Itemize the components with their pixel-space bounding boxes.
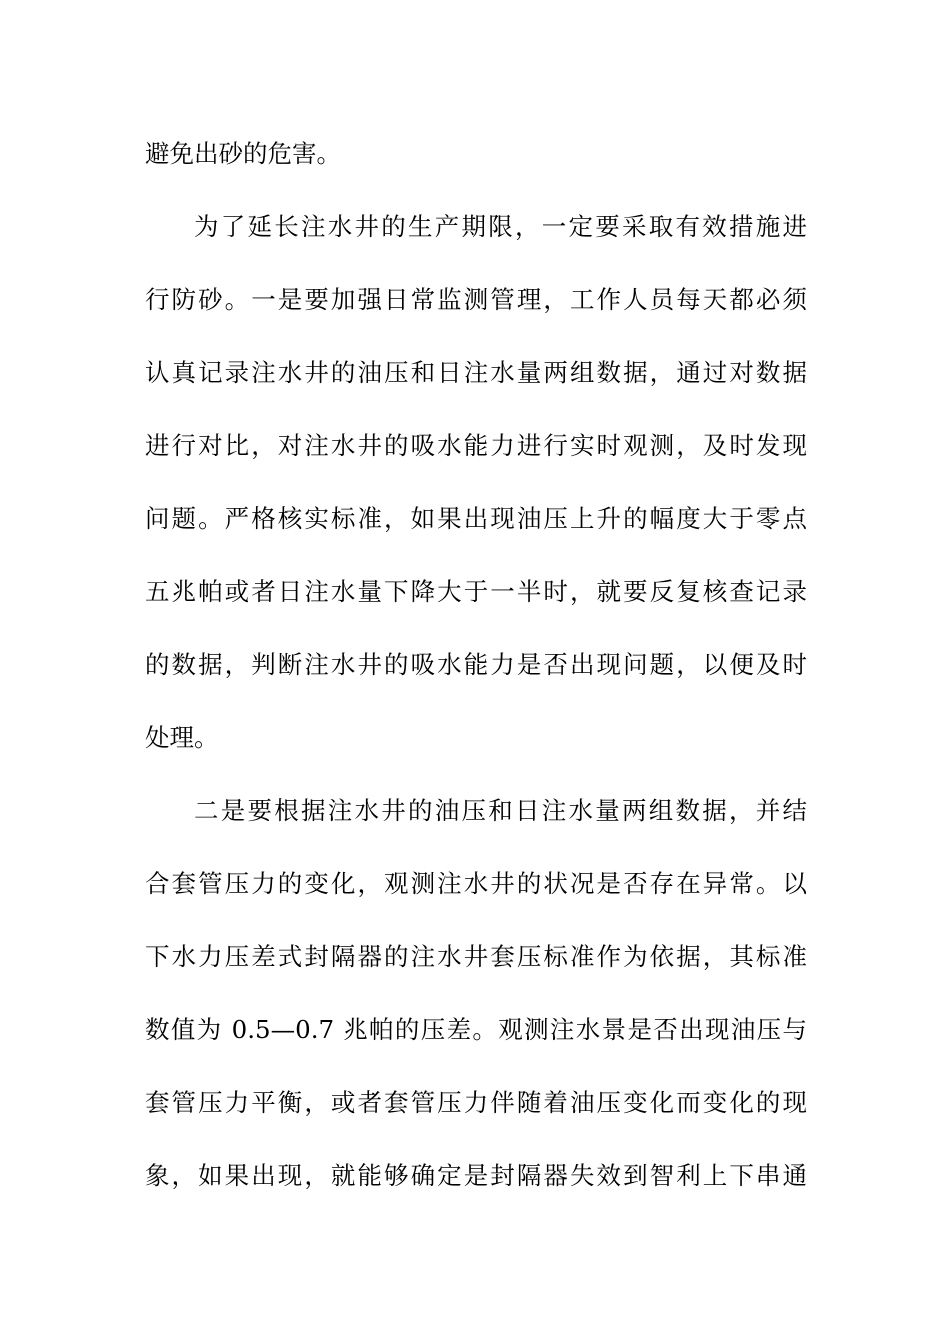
text-line-11: 合套管压力的变化，观测注水井的状况是否存在异常。以 xyxy=(145,869,807,898)
text-line-5: 进行对比，对注水井的吸水能力进行实时观测，及时发现 xyxy=(145,431,807,460)
text-line-10: 二是要根据注水井的油压和日注水量两组数据，并结 xyxy=(194,796,807,825)
text-line-15: 象，如果出现，就能够确定是封隔器失效到智利上下串通 xyxy=(145,1161,807,1190)
text-line-9: 处理。 xyxy=(145,723,219,752)
text-line-12: 下水力压差式封隔器的注水井套压标准作为依据，其标准 xyxy=(145,942,807,971)
text-line-1: 避免出砂的危害。 xyxy=(145,139,341,168)
text-line-7: 五兆帕或者日注水量下降大于一半时，就要反复核查记录 xyxy=(145,577,807,606)
text-line-2: 为了延长注水井的生产期限，一定要采取有效措施进 xyxy=(194,212,807,241)
text-line-6: 问题。严格核实标准，如果出现油压上升的幅度大于零点 xyxy=(145,504,807,533)
text-line-3: 行防砂。一是要加强日常监测管理，工作人员每天都必须 xyxy=(145,285,807,314)
text-line-4: 认真记录注水井的油压和日注水量两组数据，通过对数据 xyxy=(145,358,807,387)
text-line-13: 数值为 0.5—0.7 兆帕的压差。观测注水景是否出现油压与 xyxy=(145,1015,807,1044)
body-text xyxy=(145,126,807,1221)
text-line-14: 套管压力平衡，或者套管压力伴随着油压变化而变化的现 xyxy=(145,1088,807,1117)
text-line-8: 的数据，判断注水井的吸水能力是否出现问题，以便及时 xyxy=(145,650,807,679)
